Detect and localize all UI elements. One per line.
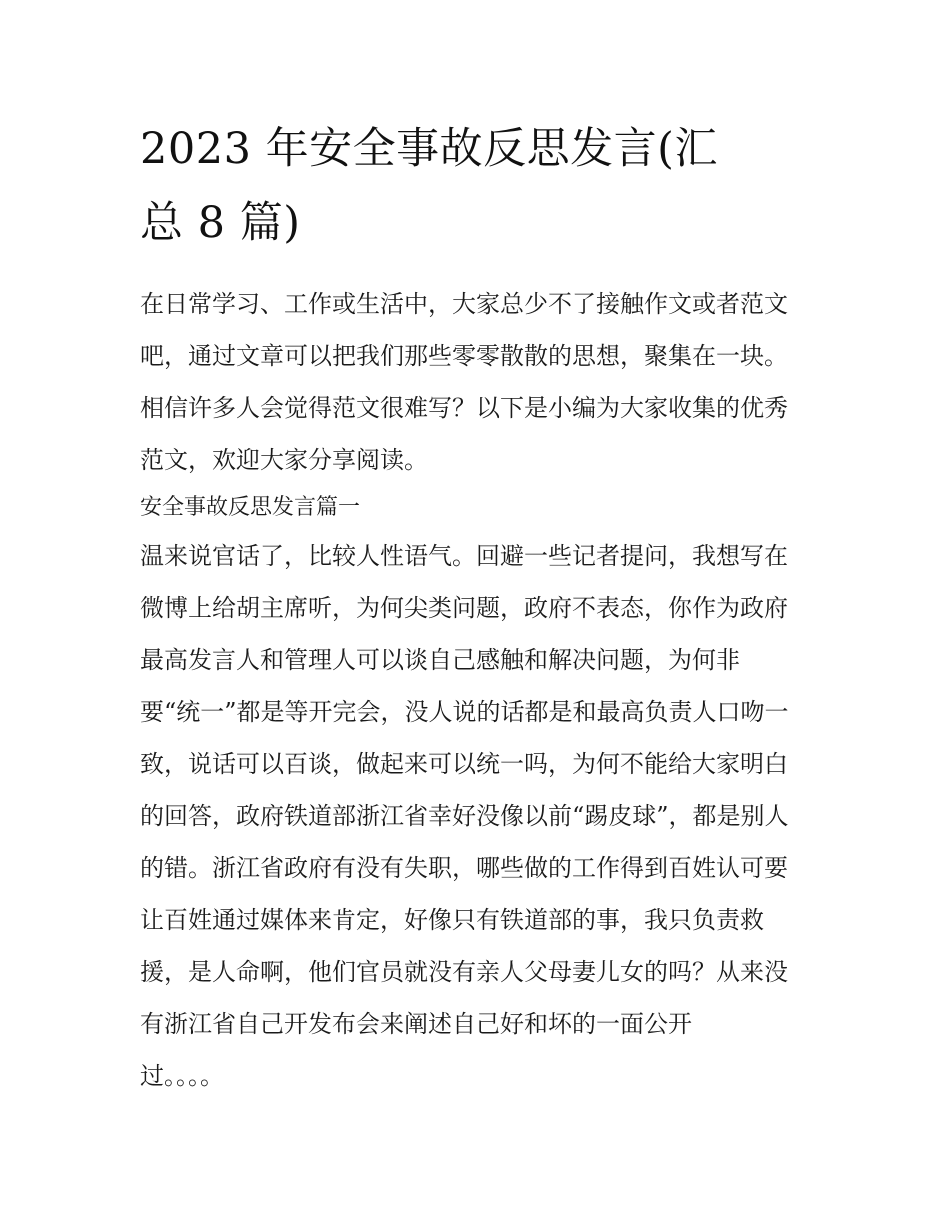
- body-line-9: 援，是人命啊，他们官员就没有亲人父母妻儿女的吗？从来没: [140, 958, 788, 986]
- body-line-2: 微博上给胡主席听，为何尖类问题，政府不表态，你作为政府: [140, 594, 788, 622]
- body-line-8: 让百姓通过媒体来肯定，好像只有铁道部的事，我只负责救: [140, 906, 764, 934]
- intro-line-1: 在日常学习、工作或生活中，大家总少不了接触作文或者范文: [140, 290, 788, 318]
- body-line-5: 致，说话可以百谈，做起来可以统一吗，为何不能给大家明白: [140, 750, 788, 778]
- section-heading: 安全事故反思发言篇一: [140, 495, 361, 520]
- title-line-2: 总 8 篇): [140, 198, 301, 248]
- body-line-6: 的回答，政府铁道部浙江省幸好没像以前“踢皮球”，都是别人: [140, 802, 789, 830]
- body-paragraph: [140, 530, 830, 1102]
- body-line-4: 要“统一”都是等开完会，没人说的话都是和最高负责人口吻一: [140, 698, 789, 726]
- body-line-10: 有浙江省自己开发布会来阐述自己好和坏的一面公开: [140, 1010, 692, 1038]
- document-content: [140, 112, 830, 1102]
- body-line-1: 温来说官话了，比较人性语气。回避一些记者提问，我想写在: [140, 542, 788, 570]
- title-line-1: 2023 年安全事故反思发言(汇: [140, 124, 718, 174]
- document-title: [140, 112, 830, 260]
- intro-line-4: 范文，欢迎大家分享阅读。: [140, 446, 428, 474]
- intro-line-3: 相信许多人会觉得范文很难写？以下是小编为大家收集的优秀: [140, 394, 788, 422]
- body-line-11: 过。。。。: [140, 1062, 224, 1090]
- body-line-7: 的错。浙江省政府有没有失职，哪些做的工作得到百姓认可要: [140, 854, 788, 882]
- intro-line-2: 吧，通过文章可以把我们那些零零散散的思想，聚集在一块。: [140, 342, 788, 370]
- intro-paragraph: [140, 278, 830, 486]
- body-line-3: 最高发言人和管理人可以谈自己感触和解决问题，为何非: [140, 646, 740, 674]
